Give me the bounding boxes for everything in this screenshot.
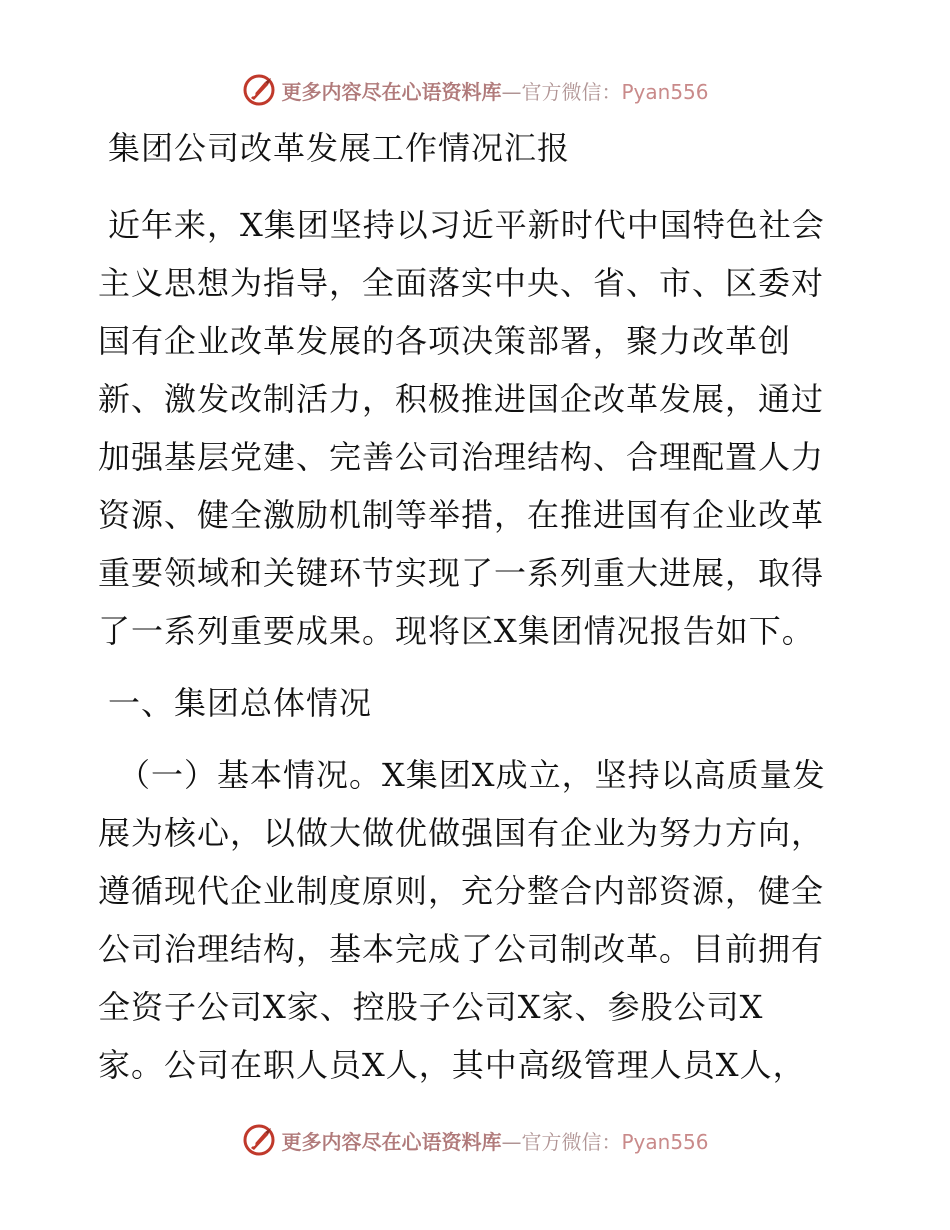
intro-line: 了一系列重要成果。现将区X集团情况报告如下。 — [98, 612, 815, 650]
footer-banner — [0, 1118, 950, 1162]
section-line: 遵循现代企业制度原则，充分整合内部资源，健全 — [98, 872, 825, 910]
section-line: 家。公司在职人员X人，其中高级管理人员X人， — [98, 1046, 806, 1084]
section-heading: 一、集团总体情况 — [108, 684, 373, 722]
intro-line: 重要领域和关键环节实现了一系列重大进展，取得 — [98, 554, 825, 592]
banner-wechat-label: 官方微信： — [521, 79, 622, 104]
intro-line: 资源、健全激励机制等举措，在推进国有企业改革 — [98, 496, 825, 534]
intro-line: 近年来，X集团坚持以习近平新时代中国特色社会 — [108, 206, 825, 244]
intro-line: 新、激发改制活力，积极推进国企改革发展，通过 — [98, 380, 825, 418]
intro-line: 主义思想为指导，全面落实中央、省、市、区委对 — [98, 264, 825, 302]
banner-text — [281, 1126, 708, 1155]
section-line: 展为核心，以做大做优做强国有企业为努力方向， — [98, 814, 825, 852]
intro-line: 加强基层党建、完善公司治理结构、合理配置人力 — [98, 438, 825, 476]
banner-dash: — — [501, 1129, 522, 1154]
header-banner — [0, 68, 950, 112]
quill-circle-logo-icon — [241, 1122, 277, 1158]
banner-prefix: 更多内容尽在心语资料库 — [281, 1129, 502, 1154]
section-line: （一）基本情况。X集团X成立，坚持以高质量发 — [118, 756, 826, 794]
banner-account: Pyan556 — [621, 79, 709, 104]
banner-prefix: 更多内容尽在心语资料库 — [281, 79, 502, 104]
intro-line: 国有企业改革发展的各项决策部署，聚力改革创 — [98, 322, 792, 360]
banner-account: Pyan556 — [621, 1129, 709, 1154]
page-title: 集团公司改革发展工作情况汇报 — [108, 129, 571, 167]
quill-circle-logo-icon — [241, 72, 277, 108]
banner-text — [281, 76, 708, 105]
banner-wechat-label: 官方微信： — [521, 1129, 622, 1154]
section-line: 全资子公司X家、控股子公司X家、参股公司X — [98, 988, 764, 1026]
document-body — [98, 196, 858, 1094]
banner-dash: — — [501, 79, 522, 104]
section-line: 公司治理结构，基本完成了公司制改革。目前拥有 — [98, 930, 825, 968]
